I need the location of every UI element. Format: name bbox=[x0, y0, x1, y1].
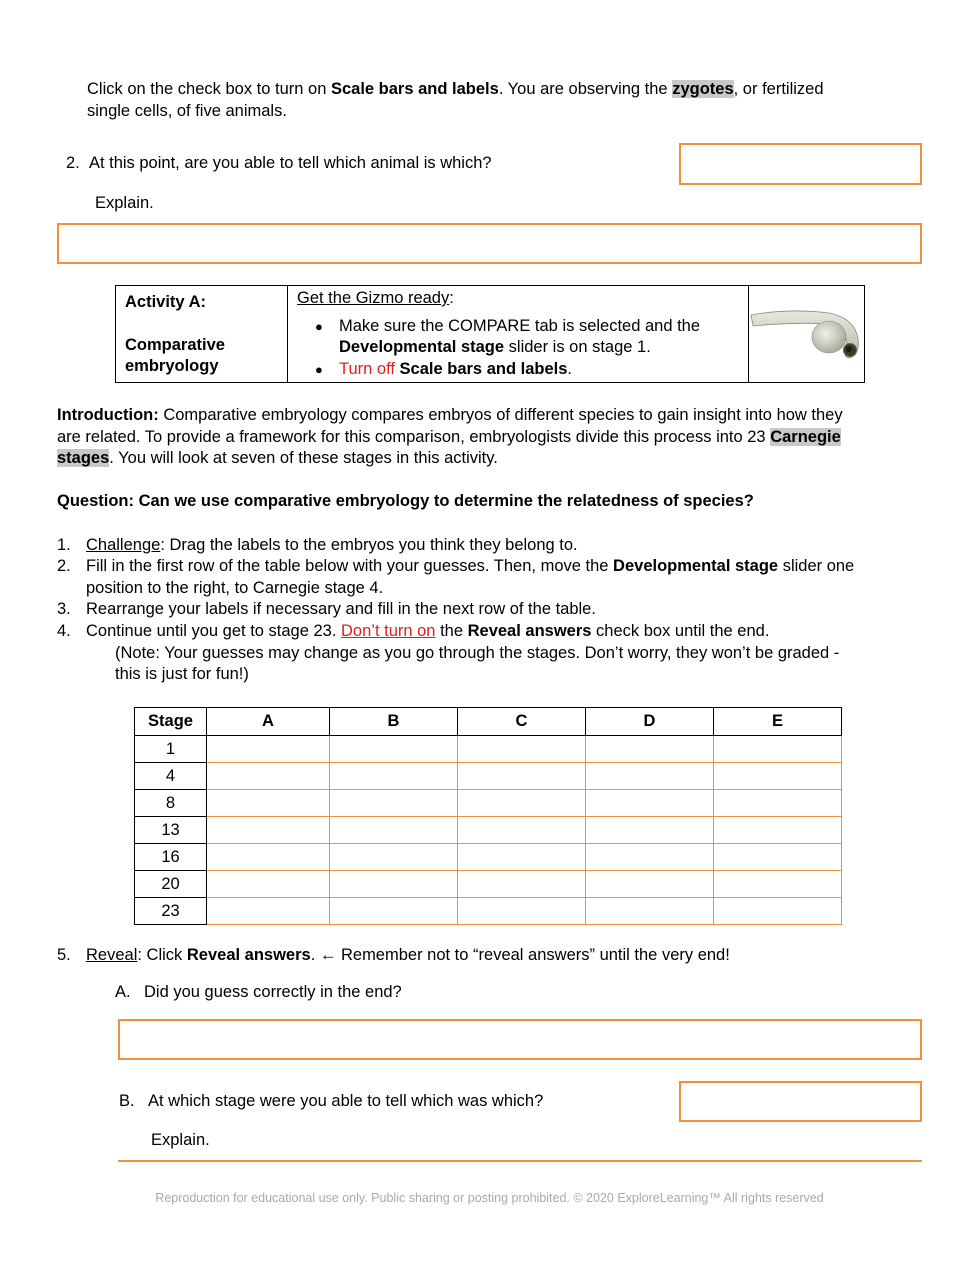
intro-instruction: Click on the check box to turn on Scale bars and labels. You are observing the zygotes, or fertilized single cells, of five animals. bbox=[87, 80, 824, 120]
guess-cell[interactable] bbox=[586, 736, 714, 763]
header-b: B bbox=[330, 708, 458, 736]
scale-bars-term: Scale bars and labels bbox=[330, 80, 499, 98]
guess-cell[interactable] bbox=[330, 790, 458, 817]
question-heading: Question: Can we use comparative embryology to determine the relatedness of species? bbox=[57, 492, 754, 510]
guess-cell[interactable] bbox=[586, 763, 714, 790]
guess-cell[interactable] bbox=[714, 871, 842, 898]
guess-cell[interactable] bbox=[330, 871, 458, 898]
stage-label: 4 bbox=[135, 763, 207, 790]
step-2: 2. Fill in the first row of the table below with your guesses. Then, move the Developmental stage slider one position to the right, to Carnegie stage 4. bbox=[57, 557, 855, 597]
guess-cell[interactable] bbox=[207, 763, 330, 790]
table-row bbox=[135, 790, 842, 817]
guess-cell[interactable] bbox=[330, 817, 458, 844]
guess-cell[interactable] bbox=[714, 736, 842, 763]
activity-title: Activity A: bbox=[125, 293, 206, 311]
guess-cell[interactable] bbox=[207, 790, 330, 817]
guess-cell[interactable] bbox=[586, 844, 714, 871]
question-2-answer-box[interactable] bbox=[679, 143, 922, 185]
guess-cell[interactable] bbox=[458, 763, 586, 790]
guess-cell[interactable] bbox=[207, 736, 330, 763]
guess-cell[interactable] bbox=[458, 817, 586, 844]
step-3: 3. Rearrange your labels if necessary and fill in the next row of the table. bbox=[57, 600, 596, 618]
guess-cell[interactable] bbox=[207, 817, 330, 844]
zygotes-term: zygotes bbox=[672, 80, 734, 98]
guess-cell[interactable] bbox=[330, 898, 458, 925]
question-5b: B. At which stage were you able to tell which was which? bbox=[119, 1092, 544, 1110]
copyright-footer: Reproduction for educational use only. Public sharing or posting prohibited. © 2020 ExploreLearning™ All rights reserved bbox=[155, 1191, 824, 1205]
guess-cell[interactable] bbox=[458, 898, 586, 925]
table-row bbox=[135, 736, 842, 763]
guess-cell[interactable] bbox=[330, 763, 458, 790]
header-stage: Stage bbox=[135, 708, 207, 736]
guess-cell[interactable] bbox=[714, 790, 842, 817]
header-a: A bbox=[207, 708, 330, 736]
guess-cell[interactable] bbox=[586, 817, 714, 844]
guess-cell[interactable] bbox=[714, 763, 842, 790]
introduction-paragraph: Introduction: Comparative embryology compares embryos of different species to gain insight into how they are related. To provide a framework for this comparison, embryologists divide this process into 23 Carnegie stages. You will look at seven of these stages in this activity. bbox=[57, 406, 843, 467]
stage-guess-table bbox=[134, 707, 842, 925]
table-row bbox=[135, 817, 842, 844]
stage-label: 8 bbox=[135, 790, 207, 817]
guess-cell[interactable] bbox=[458, 871, 586, 898]
stage-label: 1 bbox=[135, 736, 207, 763]
guess-cell[interactable] bbox=[586, 898, 714, 925]
guess-cell[interactable] bbox=[586, 790, 714, 817]
guess-cell[interactable] bbox=[458, 844, 586, 871]
question-2-explain-box[interactable] bbox=[57, 223, 922, 264]
guess-cell[interactable] bbox=[330, 844, 458, 871]
header-d: D bbox=[586, 708, 714, 736]
question-5b-answer-box[interactable] bbox=[679, 1081, 922, 1122]
question-2-explain-label: Explain. bbox=[95, 194, 154, 212]
guess-cell[interactable] bbox=[207, 898, 330, 925]
table-row bbox=[135, 871, 842, 898]
guess-cell[interactable] bbox=[714, 817, 842, 844]
question-5a-answer-box[interactable] bbox=[118, 1019, 922, 1060]
setup-bullets bbox=[297, 316, 739, 381]
stage-label: 23 bbox=[135, 898, 207, 925]
table-row bbox=[135, 898, 842, 925]
step-4: 4. Continue until you get to stage 23. Don’t turn on the Reveal answers check box until the end. (Note: Your guesses may change as you go through the stages. Don’t worry, they won’t be graded - this is just for fun!) bbox=[57, 622, 840, 683]
guess-cell[interactable] bbox=[458, 736, 586, 763]
guess-cell[interactable] bbox=[207, 871, 330, 898]
question-5b-explain-box-top[interactable] bbox=[118, 1160, 922, 1162]
header-c: C bbox=[458, 708, 586, 736]
stage-label: 13 bbox=[135, 817, 207, 844]
setup-bullet-scale-bars: ● Turn off Scale bars and labels. bbox=[339, 359, 739, 381]
guess-cell[interactable] bbox=[714, 844, 842, 871]
step-5: 5. Reveal: Click Reveal answers. ← Remember not to “reveal answers” until the very end! bbox=[57, 946, 730, 964]
question-5b-explain-label: Explain. bbox=[151, 1131, 210, 1149]
question-5a: A. Did you guess correctly in the end? bbox=[115, 983, 402, 1001]
guess-cell[interactable] bbox=[207, 844, 330, 871]
table-row bbox=[135, 844, 842, 871]
guess-cell[interactable] bbox=[586, 871, 714, 898]
table-row bbox=[135, 763, 842, 790]
get-gizmo-ready-label: Get the Gizmo ready bbox=[297, 289, 450, 307]
guess-cell[interactable] bbox=[458, 790, 586, 817]
guess-cell[interactable] bbox=[330, 736, 458, 763]
embryo-image-cell bbox=[749, 286, 864, 382]
stage-label: 16 bbox=[135, 844, 207, 871]
carnegie-term: Carnegie bbox=[770, 427, 841, 446]
question-2: 2. At this point, are you able to tell which animal is which? bbox=[66, 154, 492, 172]
activity-header-table bbox=[115, 285, 865, 383]
step-1: 1. Challenge: Drag the labels to the embryos you think they belong to. bbox=[57, 536, 578, 554]
setup-bullet-compare: ● Make sure the COMPARE tab is selected and the Developmental stage slider is on stage 1. bbox=[339, 316, 739, 359]
header-e: E bbox=[714, 708, 842, 736]
stage-label: 20 bbox=[135, 871, 207, 898]
activity-subtitle: Comparative bbox=[125, 335, 225, 354]
zebrafish-embryo-icon bbox=[749, 286, 863, 380]
table-header-row bbox=[135, 708, 842, 736]
gizmo-setup-cell: Get the Gizmo ready: ● Make sure the COMPARE tab is selected and the Developmental stage slider is on stage 1. ● Turn off Scale bars and labels. bbox=[288, 286, 749, 382]
activity-title-cell: Activity A: Comparative embryology bbox=[116, 286, 288, 382]
guess-cell[interactable] bbox=[714, 898, 842, 925]
